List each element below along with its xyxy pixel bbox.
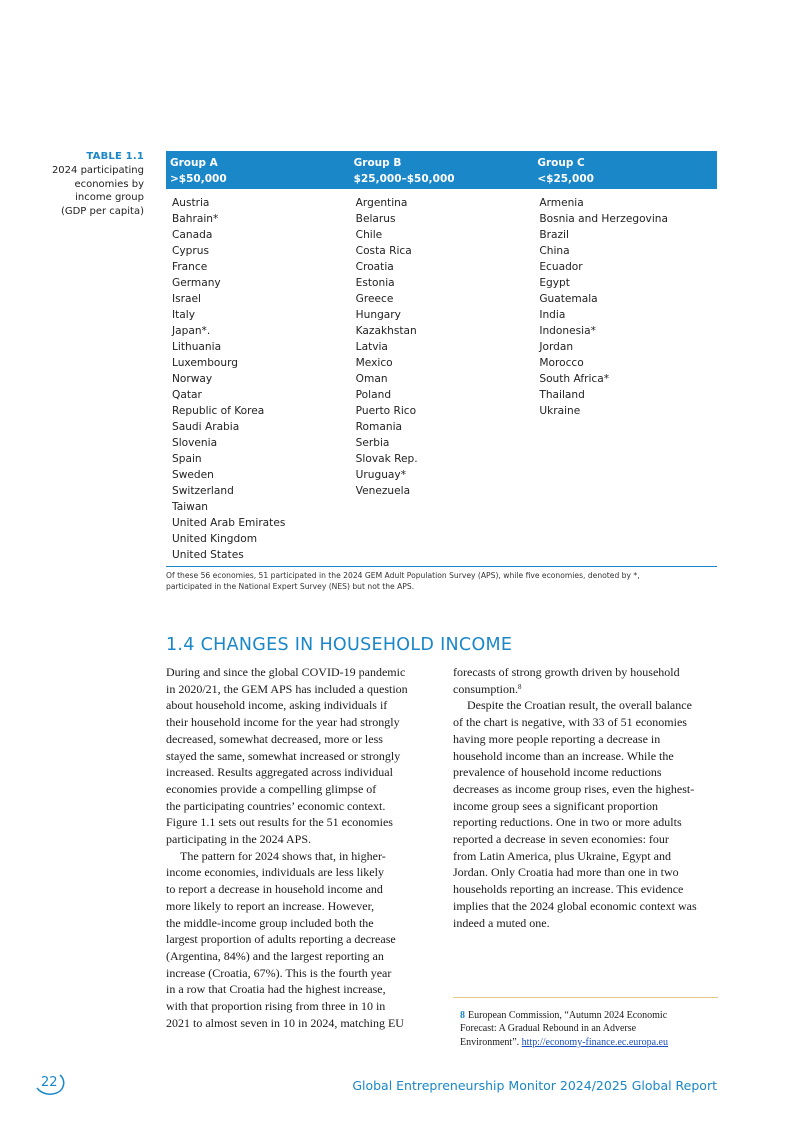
table-cell: Egypt [539,277,570,289]
text-line: increased. Results aggregated across individual [166,765,393,780]
text-line: to report a decrease in household income and [166,882,383,897]
table-cell: Hungary [355,309,401,321]
text-line: of the chart is negative, with 33 of 51 economies [453,715,687,730]
section-title: 1.4 CHANGES IN HOUSEHOLD INCOME [166,635,513,655]
table-cell: Oman [355,373,388,385]
table-cell: Ecuador [539,261,583,273]
text-line: having more people reporting a decrease in [453,731,661,746]
text-line: household income than an increase. While the [453,748,674,763]
table-cell: United Arab Emirates [172,517,286,529]
table-cell: Republic of Korea [172,405,265,417]
footnote [460,1009,718,1049]
table-cell: Chile [355,229,383,241]
text-line: income economies, individuals are less likely [166,865,384,880]
table-cell: Indonesia* [539,325,596,337]
text-line: more likely to report an increase. However, [166,898,375,913]
table-cell: Slovenia [172,437,218,449]
table-cell: Greece [355,293,394,305]
text-line: Jordan. Only Croatia had more than one in two [453,865,679,880]
group-b-list [350,195,534,563]
table-cell: Brazil [539,229,569,241]
table-cell: China [539,245,570,257]
paragraph-text [453,665,680,696]
table-caption-text: 2024 participating economies by income group (GDP per capita) [51,165,144,217]
text-line: economies provide a compelling glimpse of [166,781,377,796]
table-cell: Morocco [539,357,584,369]
table-cell: South Africa* [539,373,610,385]
table-cell: Poland [355,389,392,401]
text-line: (Argentina, 84%) and the largest reporting an [166,948,384,963]
table-cell: Germany [172,277,221,289]
text-line: stayed the same, somewhat increased or strongly [166,748,401,763]
table-cell: Austria [172,197,210,209]
table-caption [40,151,144,218]
table-cell: Spain [172,453,202,465]
table-cell: Serbia [355,437,390,449]
paragraph [453,664,718,697]
text-line: The pattern for 2024 shows that, in higher- [180,848,386,863]
table-cell: Sweden [172,469,214,481]
table-cell: Thailand [539,389,585,401]
table-cell: Lithuania [172,341,222,353]
table-cell: Croatia [355,261,394,273]
table-bottom-rule [166,566,717,567]
page-number: 22 [34,1071,68,1097]
table-cell: Slovak Rep. [355,453,418,465]
footnote-rule [453,997,718,998]
text-line: about household income, asking individuals if [166,698,388,713]
table-cell: Bosnia and Herzegovina [539,213,668,225]
table-cell: Jordan [539,341,574,353]
text-line: decreased, somewhat decreased, more or less [166,731,383,746]
table-cell: Estonia [355,277,395,289]
table-cell: Israel [172,293,201,305]
table-cell: Qatar [172,389,202,401]
text-line: decreases as income group rises, even the highest- [453,781,695,796]
table-cell: Latvia [355,341,388,353]
table-cell: Puerto Rico [355,405,417,417]
group-a-list [166,195,350,563]
header-group-c: Group C <$25,000 [537,157,594,185]
table-cell: Switzerland [172,485,234,497]
table-note: Of these 56 economies, 51 participated in the 2024 GEM Adult Population Survey (APS), while five economies, denoted by *, participated in the National Expert Survey (NES) but not the APS. [166,571,640,591]
table-cell: Uruguay* [355,469,406,481]
text-line: prevalence of household income reductions [453,765,662,780]
running-footer-title: Global Entrepreneurship Monitor 2024/2025 Global Report [352,1078,717,1093]
table-cell: Japan*. [172,325,211,337]
text-line: in a row that Croatia had the highest increase, [166,982,386,997]
text-line: Despite the Croatian result, the overall balance [467,698,692,713]
text-line: largest proportion of adults reporting a decrease [166,932,396,947]
table-cell: Saudi Arabia [172,421,240,433]
text-line: reporting reductions. One in two or more adults [453,815,682,830]
table-cell: Italy [172,309,195,321]
header-group-a: Group A >$50,000 [170,157,227,185]
body-column-left [166,664,424,1031]
table-cell: Taiwan [172,501,209,513]
table-cell: Ukraine [539,405,581,417]
table-body [166,195,717,563]
table-cell: Cyprus [172,245,209,257]
group-c-list [533,195,717,563]
table-cell: United Kingdom [172,533,258,545]
table-header [166,151,717,189]
table-cell: Venezuela [355,485,411,497]
table-cell: Costa Rica [355,245,412,257]
text-line: their household income for the year had strongly [166,715,400,730]
table-cell: Norway [172,373,213,385]
text-line: with that proportion rising from three in 10 in [166,999,386,1014]
text-line: forecasts of strong growth driven by household [453,665,680,679]
text-line: in 2020/21, the GEM APS has included a question [166,681,408,696]
paragraph [453,697,718,931]
paragraph [166,848,424,1032]
table-cell: Belarus [355,213,396,225]
table-cell: Bahrain* [172,213,219,225]
table-cell: India [539,309,566,321]
text-line: consumption. [453,681,518,696]
table-label: TABLE 1.1 [86,151,144,162]
table-cell: Armenia [539,197,584,209]
table-cell: Romania [355,421,402,433]
table-cell: Argentina [355,197,408,209]
table-cell: Luxembourg [172,357,239,369]
footnote-number: 8 [460,1010,465,1021]
text-line: income group sees a significant proportion [453,798,658,813]
footnote-link[interactable]: http://economy-finance.ec.europa.eu [521,1036,668,1048]
table-cell: Mexico [355,357,393,369]
text-line: 2021 to almost seven in 10 in 2024, matching EU [166,1015,404,1030]
text-line: Figure 1.1 sets out results for the 51 economies [166,815,393,830]
table-cell: France [172,261,208,273]
text-line: households reporting an increase. This evidence [453,882,684,897]
table-cell: Canada [172,229,213,241]
table-cell: Kazakhstan [355,325,417,337]
text-line: from Latin America, plus Ukraine, Egypt and [453,848,671,863]
text-line: the participating countries’ economic context. [166,798,386,813]
text-line: implies that the 2024 global economic context was [453,898,697,913]
table-cell: Guatemala [539,293,598,305]
text-line: reported a decrease in seven economies: four [453,832,669,847]
text-line: the middle-income group included both the [166,915,374,930]
header-group-b: Group B $25,000–$50,000 [353,157,455,185]
text-line: participating in the 2024 APS. [166,832,311,847]
body-column-right [453,664,718,931]
footnote-ref[interactable]: 8 [518,682,522,691]
table-cell: United States [172,549,244,561]
text-line: During and since the global COVID-19 pandemic [166,665,406,679]
paragraph [166,664,424,848]
footnote-text: European Commission, “Autumn 2024 Economic Forecast: A Gradual Rebound in an Adverse Environment”. http://economy-finance.ec.europa.eu [460,1010,668,1048]
text-line: indeed a muted one. [453,915,550,930]
text-line: increase (Croatia, 67%). This is the fourth year [166,965,392,980]
